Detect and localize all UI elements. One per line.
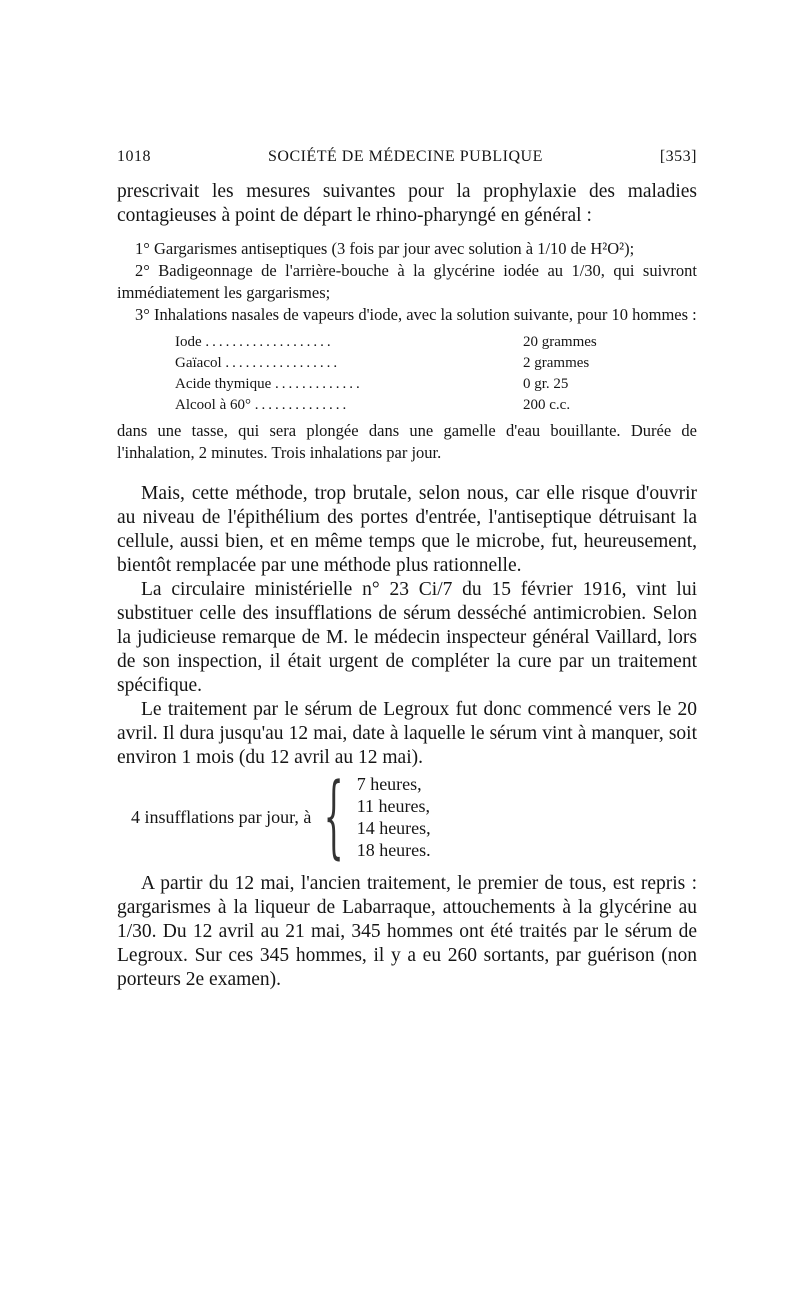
hours-list (357, 773, 431, 861)
recipe-name: Gaïacol (175, 355, 222, 371)
page-ref: [353] (659, 148, 697, 165)
recipe-amount: 20 grammes (523, 334, 597, 350)
paragraph-circulaire: La circulaire ministérielle n° 23 Ci/7 du 15 février 1916, vint lui substituer celle des insufflations de sérum desséché antimicrobien. Selon la judicieuse remarque de M. le médecin inspecteur général Vaillard, lors de son inspection, il était urgent de compléter la cure par un traitement spécifique. (117, 579, 697, 696)
paragraph-reprise: A partir du 12 mai, l'ancien traitement, le premier de tous, est repris : gargarismes à la liqueur de Labarraque, attouchements à la glycérine au 1/30. Du 12 avril au 21 mai, 345 hommes ont été traités par le sérum de Legroux. Sur ces 345 hommes, il y a eu 260 sortants, par guérison (non porteurs 2e examen). (117, 873, 697, 990)
paragraph-methode: Mais, cette méthode, trop brutale, selon nous, car elle risque d'ouvrir au niveau de l'épithélium des portes d'entrée, l'antiseptique détruisant la cellule, aussi bien, et en même temps que le microbe, fut, heureusement, bientôt remplacée par une méthode plus rationnelle. (117, 483, 697, 576)
recipe-row: Acide thymique ............. 0 gr. 25 (175, 374, 597, 395)
running-header (117, 148, 697, 166)
hour-item: 7 heures, (356, 774, 422, 794)
recipe-row: Iode ................... 20 grammes (175, 332, 597, 353)
recipe-name: Iode (175, 334, 202, 350)
recipe-table (175, 332, 597, 416)
recipe-amount: 0 gr. 25 (523, 376, 569, 392)
insufflation-schedule (131, 764, 697, 869)
recipe-amount: 200 c.c. (523, 397, 571, 413)
list-item-badigeonnage: 2° Badigeonnage de l'arrière-bouche à la glycérine iodée au 1/30, qui suivront immédiatement les gargarismes; (117, 261, 697, 302)
insufflation-label: 4 insufflations par jour, à (131, 806, 312, 827)
hour-item: 11 heures, (356, 796, 430, 816)
hour-item: 14 heures, (356, 818, 431, 838)
paragraph-traitement: Le traitement par le sérum de Legroux fut donc commencé vers le 20 avril. Il dura jusqu'au 12 mai, date à laquelle le sérum vint à manquer, soit environ 1 mois (du 12 avril au 12 mai). (117, 699, 697, 768)
list-item-inhalations: 3° Inhalations nasales de vapeurs d'iode, avec la solution suivante, pour 10 hommes : (135, 305, 697, 324)
recipe-name: Alcool à 60° (175, 397, 251, 413)
recipe-name: Acide thymique (175, 376, 272, 392)
hour-item: 18 heures. (356, 840, 431, 860)
page (117, 148, 697, 992)
curly-brace-icon: { (324, 764, 345, 869)
list-item-gargarismes: 1° Gargarismes antiseptiques (3 fois par jour avec solution à 1/10 de H²O²); (135, 239, 635, 258)
recipe-amount: 2 grammes (523, 355, 590, 371)
recipe-row: Gaïacol ................. 2 grammes (175, 353, 597, 374)
page-number: 1018 (117, 148, 151, 165)
recipe-instructions: dans une tasse, qui sera plongée dans une gamelle d'eau bouillante. Durée de l'inhalation, 2 minutes. Trois inhalations par jour. (117, 421, 697, 462)
intro-paragraph: prescrivait les mesures suivantes pour la prophylaxie des maladies contagieuses à point de départ le rhino-pharyngé en général : (117, 181, 697, 226)
running-title: SOCIÉTÉ DE MÉDECINE PUBLIQUE (267, 148, 543, 165)
recipe-row: Alcool à 60° .............. 200 c.c. (175, 395, 597, 416)
